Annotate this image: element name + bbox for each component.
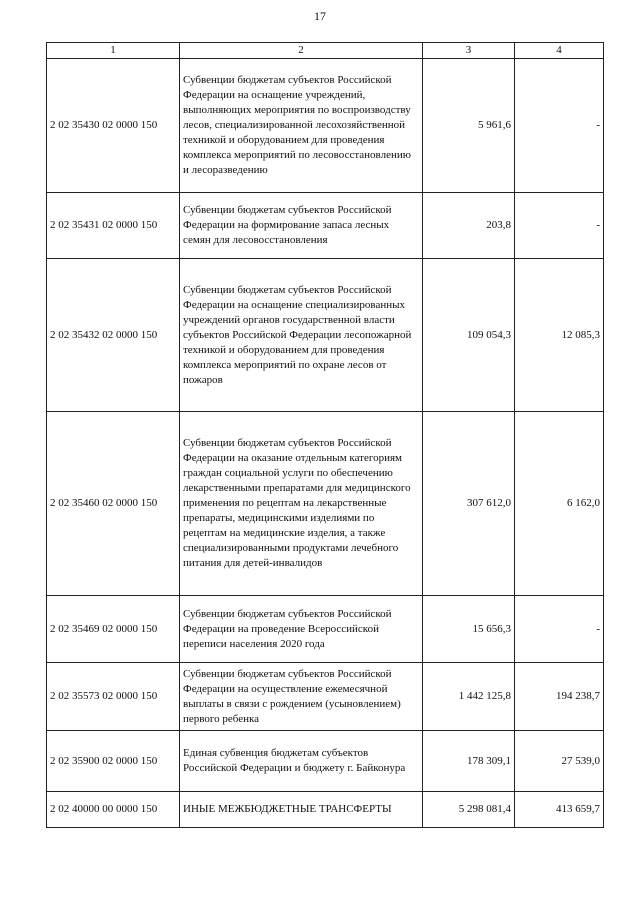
table-row bbox=[47, 596, 604, 663]
column-header-1: 1 bbox=[47, 43, 180, 59]
amount-col4-cell: - bbox=[515, 596, 604, 663]
description-cell: ИНЫЕ МЕЖБЮДЖЕТНЫЕ ТРАНСФЕРТЫ bbox=[180, 792, 423, 828]
amount-col4-cell: 12 085,3 bbox=[515, 259, 604, 412]
amount-col4-cell: - bbox=[515, 193, 604, 259]
column-header-3: 3 bbox=[423, 43, 515, 59]
description-cell: Субвенции бюджетам субъектов Российской Федерации на формирование запаса лесных семян для лесовосстановления bbox=[180, 193, 423, 259]
amount-col3-cell: 307 612,0 bbox=[423, 412, 515, 596]
description-cell: Субвенции бюджетам субъектов Российской Федерации на проведение Всероссийской переписи населения 2020 года bbox=[180, 596, 423, 663]
table-row bbox=[47, 663, 604, 731]
table-row bbox=[47, 412, 604, 596]
amount-col3-cell: 1 442 125,8 bbox=[423, 663, 515, 731]
budget-code-cell: 2 02 35430 02 0000 150 bbox=[47, 59, 180, 193]
budget-code-cell: 2 02 35432 02 0000 150 bbox=[47, 259, 180, 412]
amount-col4-cell: 27 539,0 bbox=[515, 731, 604, 792]
amount-col4-cell: - bbox=[515, 59, 604, 193]
page-number: 17 bbox=[314, 9, 326, 23]
description-cell: Субвенции бюджетам субъектов Российской Федерации на оказание отдельным категориям граждан социальной услуги по обеспечению лекарственными препаратами для медицинского применения по рецептам на лекарственные препараты, медицинскими изделиями по рецептам на медицинские изделия, а также специализированными продуктами лечебного питания для детей-инвалидов bbox=[180, 412, 423, 596]
table-row bbox=[47, 259, 604, 412]
budget-code-cell: 2 02 35573 02 0000 150 bbox=[47, 663, 180, 731]
description-cell: Единая субвенция бюджетам субъектов Российской Федерации и бюджету г. Байконура bbox=[180, 731, 423, 792]
description-cell: Субвенции бюджетам субъектов Российской Федерации на оснащение специализированных учреждений органов государственной власти субъектов Российской Федерации лесопожарной техникой и оборудованием для проведения комплекса мероприятий по охране лесов от пожаров bbox=[180, 259, 423, 412]
column-header-4: 4 bbox=[515, 43, 604, 59]
amount-col3-cell: 203,8 bbox=[423, 193, 515, 259]
amount-col3-cell: 5 961,6 bbox=[423, 59, 515, 193]
amount-col3-cell: 5 298 081,4 bbox=[423, 792, 515, 828]
description-cell: Субвенции бюджетам субъектов Российской Федерации на осуществление ежемесячной выплаты в связи с рождением (усыновлением) первого ребенка bbox=[180, 663, 423, 731]
table-row bbox=[47, 792, 604, 828]
description-cell: Субвенции бюджетам субъектов Российской Федерации на оснащение учреждений, выполняющих мероприятия по воспроизводству лесов, специализированной лесохозяйственной техникой и оборудованием для проведения комплекса мероприятий по лесовосстановлению и лесоразведению bbox=[180, 59, 423, 193]
amount-col3-cell: 109 054,3 bbox=[423, 259, 515, 412]
amount-col3-cell: 178 309,1 bbox=[423, 731, 515, 792]
amount-col4-cell: 194 238,7 bbox=[515, 663, 604, 731]
column-header-2: 2 bbox=[180, 43, 423, 59]
table-row bbox=[47, 59, 604, 193]
budget-code-cell: 2 02 35431 02 0000 150 bbox=[47, 193, 180, 259]
table-header-row bbox=[47, 43, 604, 59]
amount-col3-cell: 15 656,3 bbox=[423, 596, 515, 663]
table-row bbox=[47, 193, 604, 259]
budget-code-cell: 2 02 35900 02 0000 150 bbox=[47, 731, 180, 792]
amount-col4-cell: 6 162,0 bbox=[515, 412, 604, 596]
budget-code-cell: 2 02 40000 00 0000 150 bbox=[47, 792, 180, 828]
budget-code-cell: 2 02 35460 02 0000 150 bbox=[47, 412, 180, 596]
budget-table bbox=[46, 42, 604, 828]
amount-col4-cell: 413 659,7 bbox=[515, 792, 604, 828]
table-row bbox=[47, 731, 604, 792]
budget-code-cell: 2 02 35469 02 0000 150 bbox=[47, 596, 180, 663]
